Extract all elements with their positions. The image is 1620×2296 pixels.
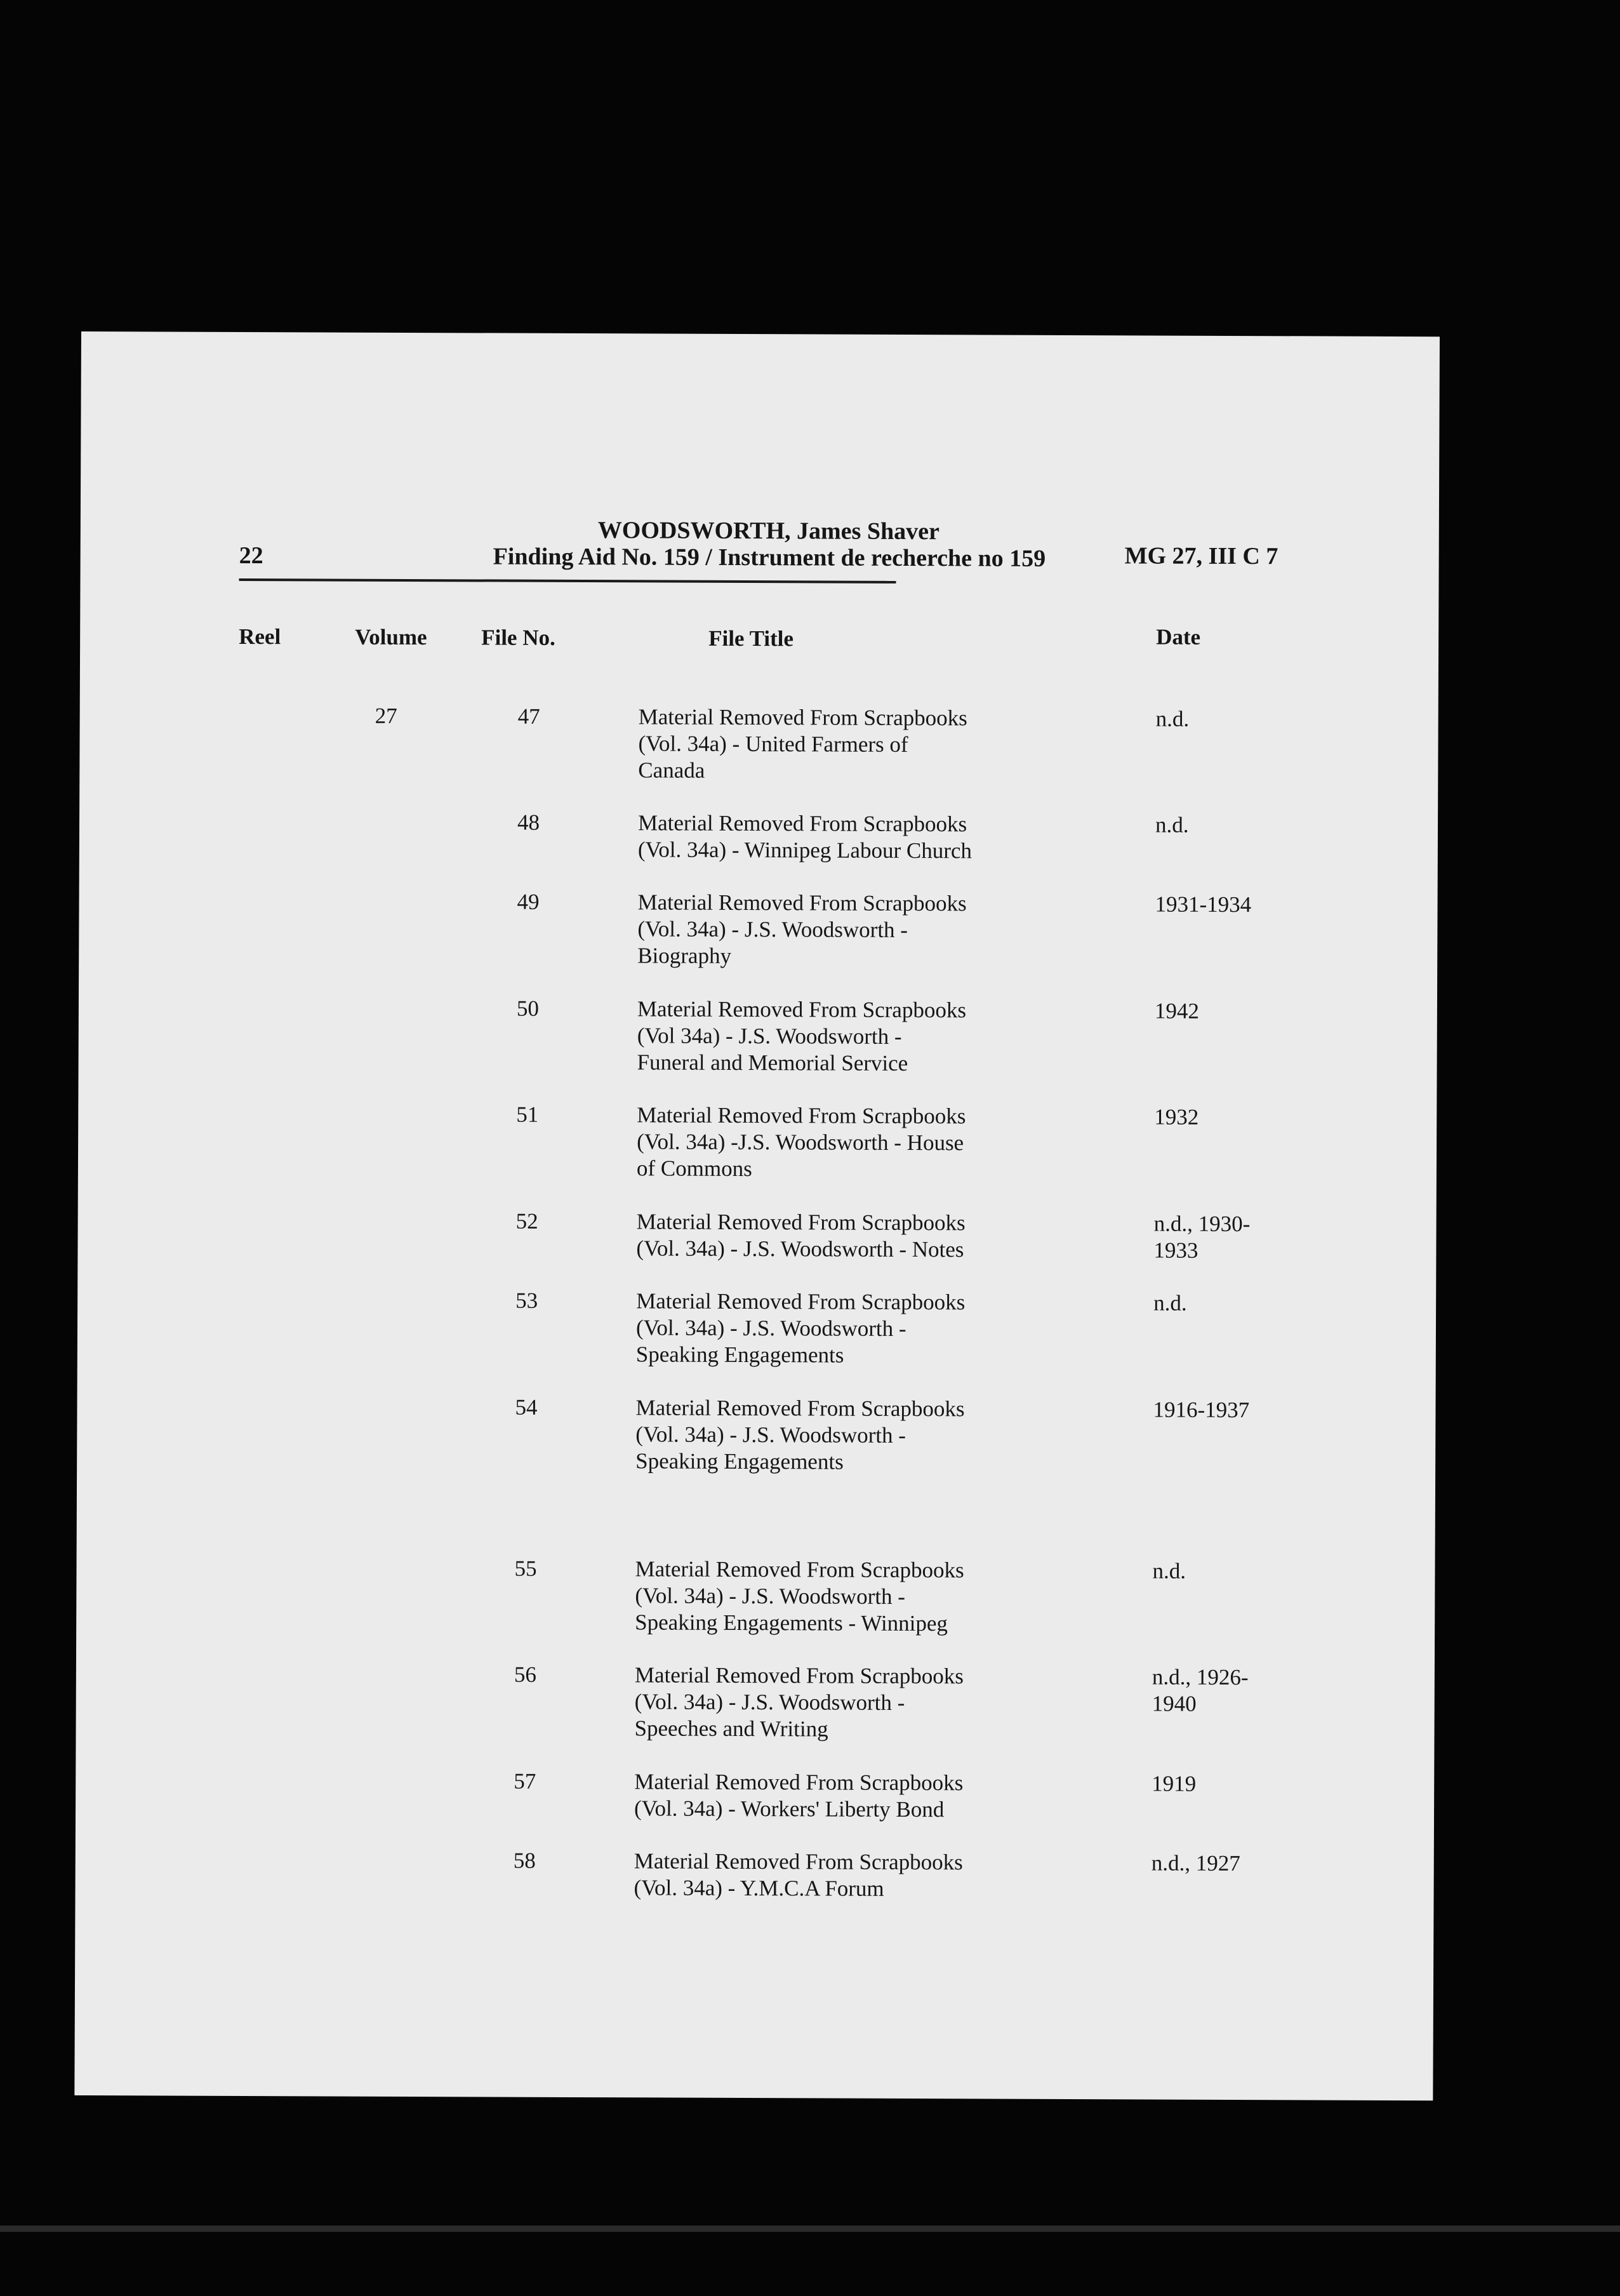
cell-file-no: 55 xyxy=(514,1556,537,1581)
table-row xyxy=(78,1100,1437,1182)
cell-file-no: 49 xyxy=(517,889,540,914)
cell-file-no: 47 xyxy=(517,704,540,729)
cell-file-title: Material Removed From Scrapbooks (Vol. 34a) - J.S. Woodsworth - Speaking Engagements xyxy=(635,1288,966,1368)
cell-file-title: Material Removed From Scrapbooks (Vol 34a) - J.S. Woodsworth - Funeral and Memorial Service xyxy=(637,996,967,1076)
table-row xyxy=(77,1286,1436,1368)
cell-date: 1932 xyxy=(1154,1104,1199,1130)
cell-date: 1942 xyxy=(1154,998,1199,1024)
page-number: 22 xyxy=(239,542,263,570)
table-row xyxy=(76,1660,1435,1742)
cell-file-title: Material Removed From Scrapbooks (Vol. 34a) - Y.M.C.A Forum xyxy=(634,1848,963,1901)
cell-file-no: 51 xyxy=(516,1102,539,1127)
archive-reference: MG 27, III C 7 xyxy=(1124,542,1278,570)
cell-date: 1916-1937 xyxy=(1153,1397,1250,1423)
column-header-reel: Reel xyxy=(239,624,281,650)
scanner-edge-strip xyxy=(0,2226,1620,2232)
column-header-file-no: File No. xyxy=(481,625,555,650)
cell-file-no: 50 xyxy=(516,996,539,1021)
table-row xyxy=(76,1766,1434,1822)
cell-date: n.d. xyxy=(1155,706,1190,731)
table-row xyxy=(77,1554,1435,1636)
cell-file-no: 52 xyxy=(515,1208,538,1234)
cell-file-title: Material Removed From Scrapbooks (Vol. 34a) -J.S. Woodsworth - House of Commons xyxy=(636,1102,966,1182)
cell-date: n.d., 1926- 1940 xyxy=(1152,1664,1249,1716)
table-row xyxy=(76,1846,1434,1901)
table-row xyxy=(79,994,1437,1076)
cell-file-title: Material Removed From Scrapbooks (Vol. 34a) - United Farmers of Canada xyxy=(638,704,967,783)
table-row xyxy=(78,1206,1437,1263)
cell-date: n.d. xyxy=(1152,1558,1186,1584)
document-page xyxy=(74,331,1440,2100)
table-row xyxy=(80,702,1438,783)
cell-file-title: Material Removed From Scrapbooks (Vol. 34a) - Workers' Liberty Bond xyxy=(634,1769,964,1822)
cell-file-no: 58 xyxy=(513,1848,536,1873)
column-header-file-title: File Title xyxy=(708,625,794,651)
cell-file-no: 57 xyxy=(514,1768,536,1794)
column-header-volume: Volume xyxy=(355,624,427,650)
cell-file-no: 56 xyxy=(514,1662,536,1687)
cell-date: n.d., 1927 xyxy=(1151,1850,1240,1876)
cell-volume: 27 xyxy=(375,703,397,728)
document-title: WOODSWORTH, James Shaver xyxy=(597,517,939,545)
cell-date: 1919 xyxy=(1152,1771,1197,1796)
cell-date: n.d. xyxy=(1155,812,1189,838)
cell-file-title: Material Removed From Scrapbooks (Vol. 34a) - Winnipeg Labour Church xyxy=(637,810,973,864)
cell-file-no: 53 xyxy=(515,1288,538,1313)
table-row xyxy=(79,887,1438,968)
cell-file-title: Material Removed From Scrapbooks (Vol. 34a) - J.S. Woodsworth - Notes xyxy=(636,1209,966,1262)
cell-file-title: Material Removed From Scrapbooks (Vol. 34a) - J.S. Woodsworth - Biography xyxy=(637,890,967,968)
cell-date: n.d. xyxy=(1153,1290,1187,1316)
cell-date: 1931-1934 xyxy=(1155,891,1252,918)
header-rule xyxy=(239,578,896,584)
cell-file-title: Material Removed From Scrapbooks (Vol. 34a) - J.S. Woodsworth - Speaking Engagements - Winnipeg xyxy=(635,1556,964,1636)
cell-file-no: 54 xyxy=(515,1394,538,1420)
document-subtitle: Finding Aid No. 159 / Instrument de recherche no 159 xyxy=(493,543,1046,572)
column-header-date: Date xyxy=(1156,624,1201,650)
cell-file-title: Material Removed From Scrapbooks (Vol. 34a) - J.S. Woodsworth - Speaking Engagements xyxy=(635,1395,965,1474)
cell-file-no: 48 xyxy=(517,810,540,835)
table-row xyxy=(77,1392,1436,1474)
cell-date: n.d., 1930- 1933 xyxy=(1153,1211,1251,1263)
cell-file-title: Material Removed From Scrapbooks (Vol. 34a) - J.S. Woodsworth - Speeches and Writing xyxy=(634,1662,964,1742)
table-row xyxy=(79,808,1438,864)
